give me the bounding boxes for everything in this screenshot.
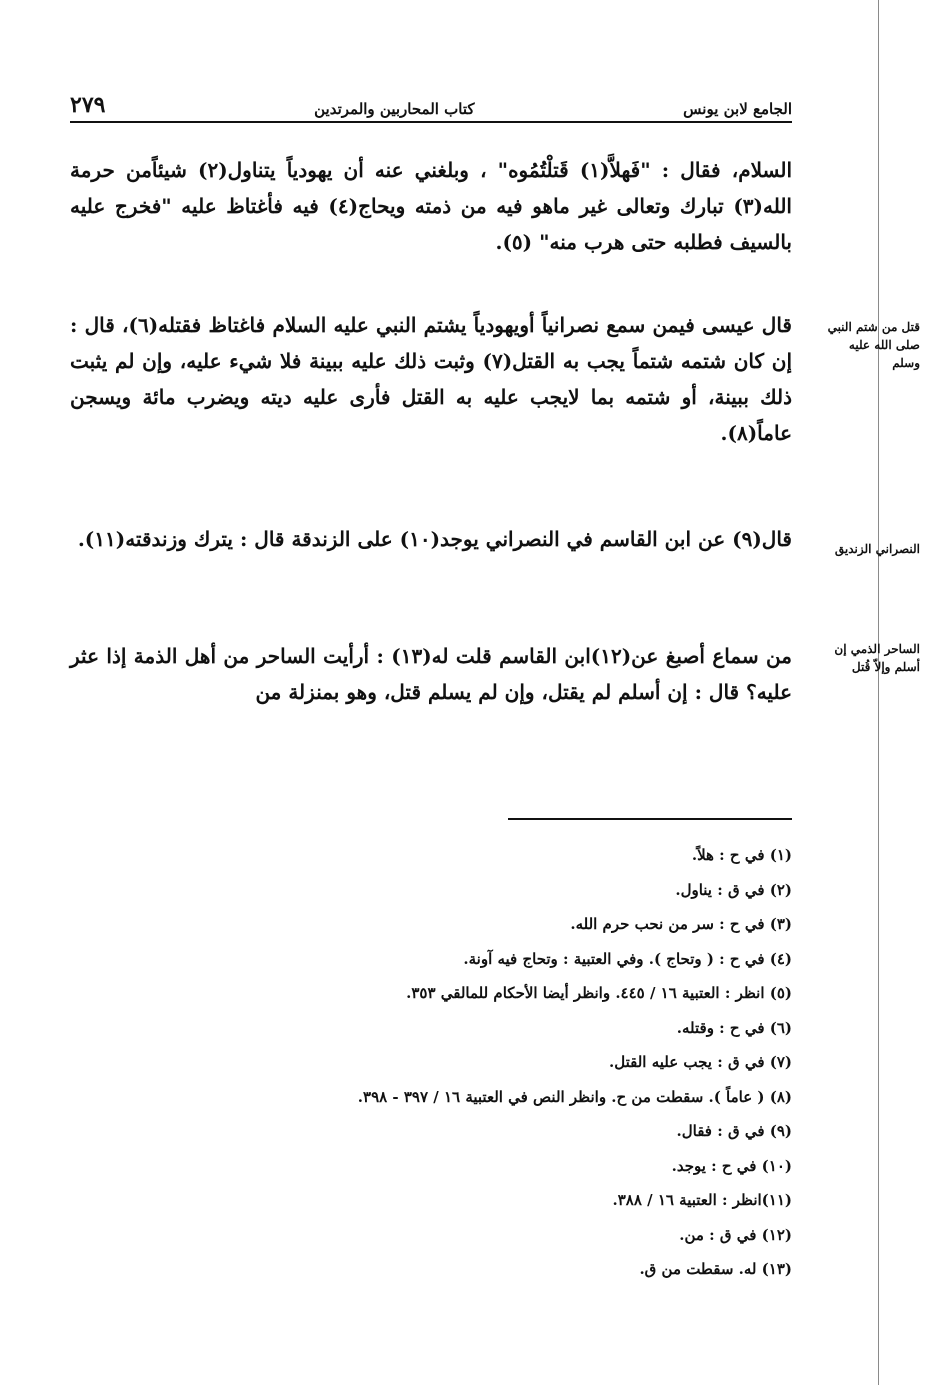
paragraph-text: من سماع أصبغ عن(١٢)ابن القاسم قلت له(١٣) : أرأيت الساحر من أهل الذمة إذا عثر عليه؟ قال : إن أسلم لم يقتل، وإن لم يسلم قتل، وهو بمنزلة من (70, 644, 792, 704)
margin-note: قتل من شتم النبي صلى الله عليه وسلم (827, 320, 920, 370)
paragraph-lead: قال(٩) (732, 527, 792, 551)
footnote: (١٢) في ق : من. (679, 1225, 792, 1244)
footnote-list (70, 838, 792, 1287)
footnote: (٤) في ح : ( وتحاج ). وفي العتبية : وتحاج فيه آونة. (463, 949, 792, 968)
body-paragraph (70, 638, 792, 710)
header-book-title: الجامع لابن يونس (683, 100, 792, 118)
running-header (70, 88, 792, 118)
footnote: (١٣) له. سقطت من ق. (639, 1260, 792, 1278)
body-paragraph (70, 307, 792, 451)
footnote: (١) في ح : هلاً. (691, 846, 792, 864)
margin-note: النصراني الزنديق (834, 542, 920, 556)
header-chapter-title: كتاب المحاربين والمرتدين (314, 100, 475, 118)
footnote: (٢) في ق : يناول. (675, 880, 792, 899)
header-rule (70, 121, 792, 123)
footnote: (٨) ( عاماً ). سقطت من ح. وانظر النص في العتبية ١٦ / ٣٩٧ - ٣٩٨. (357, 1087, 792, 1106)
footnote: (٩) في ق : فقال. (676, 1122, 792, 1140)
footnote: (١١)انظر : العتبية ١٦ / ٣٨٨. (612, 1191, 792, 1209)
footnote: (٣) في ح : سر من نحب حرم الله. (570, 915, 792, 933)
paragraph-lead: قال عيسى (702, 313, 792, 337)
paragraph-text: السلام، فقال : "فَهلاَّ(١) قَتلْتُمُوه" ، وبلغني عنه أن يهودياً يتناول(٢) شيئاًمن حرمة الله(٣) تبارك وتعالى غير ماهو فيه من ذمته ويحاج(٤) فيه فأغتاظ عليه "فخرج عليه بالسيف فطلبه حتى هرب منه" (٥). (70, 158, 792, 254)
paragraph-text: عن ابن القاسم في النصراني يوجد(١٠) على الزندقة قال : يترك وزندقته(١١). (77, 527, 733, 551)
page-number: ٢٧٩ (70, 92, 106, 118)
footnote: (١٠) في ح : يوجد. (671, 1156, 792, 1175)
body-paragraph (70, 521, 792, 557)
margin-divider (878, 0, 879, 1385)
footnote: (٦) في ح : وقتله. (676, 1018, 792, 1037)
footnote: (٥) انظر : العتبية ١٦ / ٤٤٥. وانظر أيضا الأحكام للمالقي ٣٥٣. (406, 984, 792, 1002)
footnote: (٧) في ق : يجب عليه القتل. (609, 1053, 792, 1071)
paragraph-text: فيمن سمع نصرانياً أويهودياً يشتم النبي عليه السلام فاغتاظ فقتله(٦)، قال : إن كان شتمه شتماً يجب به القتل(٧) وثبت ذلك عليه ببينة فلا شيء عليه، وإن لم يثبت ذلك ببينة، أو شتمه بما لايجب عليه به القتل فأرى عليه ديته ويضرب مائة ويسجن عاماً(٨). (70, 313, 792, 445)
body-paragraph (70, 152, 792, 260)
margin-note: الساحر الذمي إن أسلم وإلاّ قُتل (834, 642, 920, 674)
footnote-separator (508, 818, 792, 820)
